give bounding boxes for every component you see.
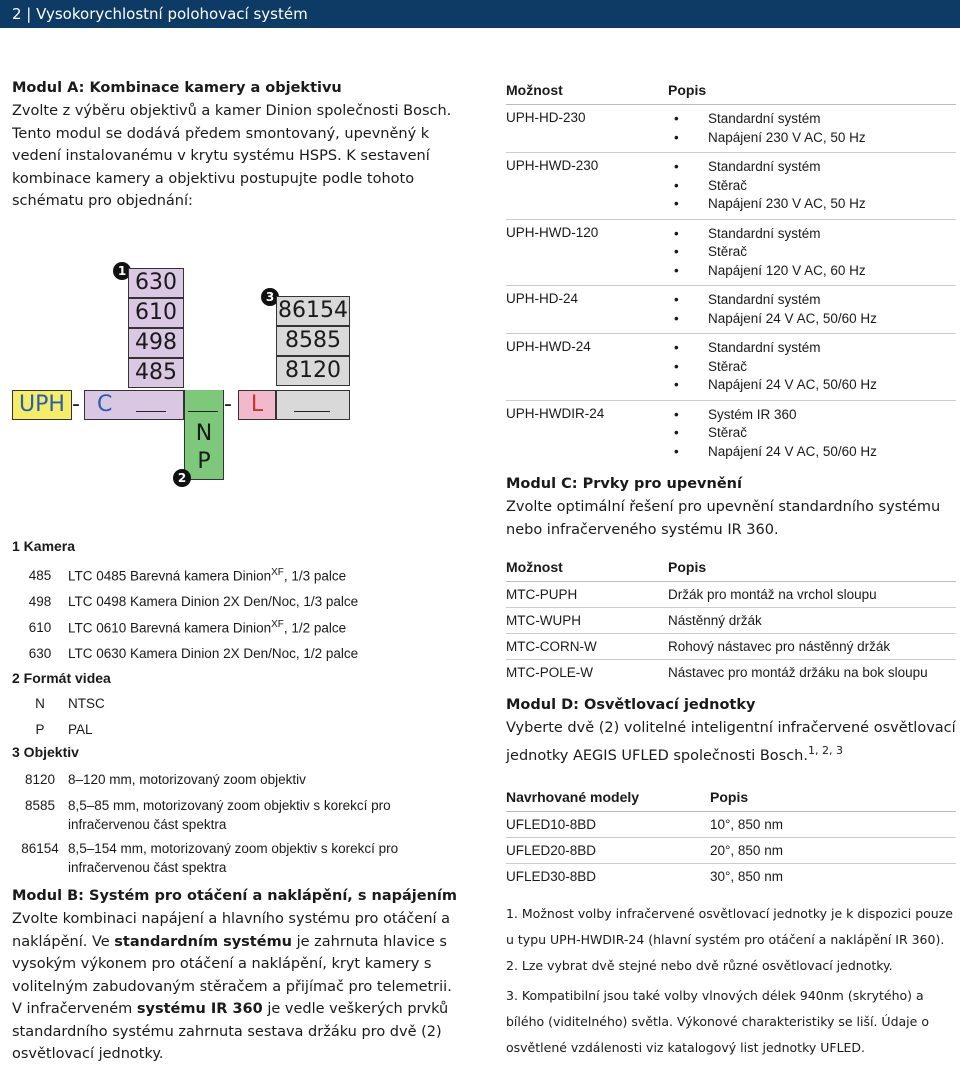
legend-format-heading: 2 Formát videa [12,670,111,686]
table-row [506,334,956,401]
option-desc [668,334,956,401]
code-l: L [238,390,276,420]
legend-code: 8585 [24,798,56,813]
bullet-item: • Systém IR 360 [668,406,956,425]
right-column [506,80,956,1061]
camera-code-610: 610 [128,298,184,328]
table-header [506,80,956,105]
badge-3: 3 [261,288,279,306]
options-table-c [506,557,956,685]
legend-row [12,690,462,716]
module-d-sup: 1, 2, 3 [807,743,843,757]
legend-row [12,839,462,877]
option-desc: Rohový nástavec pro nástěnný držák [668,634,956,660]
lens-code-8120: 8120 [276,356,350,386]
bullet-item: • Stěrač [668,243,956,262]
badge-1: 1 [113,262,131,280]
bullet-item: • Napájení 24 V AC, 50/60 Hz [668,443,956,462]
model-code: UFLED30-8BD [506,868,597,884]
legend-desc-text: LTC 0485 Barevná kamera Dinion [68,568,272,584]
option-desc [668,105,956,153]
code-uph: UPH [12,390,72,420]
camera-code-498: 498 [128,328,184,358]
option-desc: Nástavec pro montáž držáku na bok sloupu [668,665,928,680]
legend-desc: 8,5–154 mm, motorizovaný zoom objektiv s korekcí pro infračervenou část spektra [68,841,399,875]
table-row [506,837,956,863]
camera-blank [136,411,166,412]
header-title: 2 | Vysokorychlostní polohovací systém [12,5,308,23]
legend-code: 610 [28,619,52,635]
lens-code-86154: 86154 [276,296,350,326]
legend-code: 498 [28,593,52,609]
legend-sup: XF [271,566,284,578]
bullet-item: • Stěrač [668,177,956,196]
table-header-desc: Popis [710,787,956,812]
code-dash-2: - [224,392,232,417]
table-header-desc: Popis [668,80,956,105]
bullet-item: • Napájení 24 V AC, 50/60 Hz [668,376,956,395]
module-b-text [12,908,457,1066]
code-c: C [97,392,113,417]
table-row [506,863,956,889]
bullet-item: • Napájení 24 V AC, 50/60 Hz [668,310,956,329]
option-code: MTC-PUPH [506,582,668,608]
module-b-bold-1: standardním systému [114,933,293,950]
module-b-bold-2: systému IR 360 [136,1001,263,1017]
module-b-heading: Modul B: Systém pro otáčení a naklápění, s napájením [12,888,458,904]
option-code: UPH-HD-24 [506,286,668,334]
legend-desc [68,619,462,636]
option-code: UPH-HWD-24 [506,334,668,401]
option-code: MTC-CORN-W [506,634,668,660]
module-d-heading: Modul D: Osvětlovací jednotky [506,697,756,713]
bullet-item: • Napájení 230 V AC, 50 Hz [668,129,956,148]
table-row [506,286,956,334]
legend-desc-text: LTC 0610 Barevná kamera Dinion [68,620,272,636]
table-header-option: Možnost [506,80,668,105]
format-n: N [195,421,213,446]
module-a [12,78,452,213]
option-code: UPH-HWDIR-24 [506,405,605,421]
code-lens-field [276,390,350,420]
table-header [506,557,956,582]
legend-code: 86154 [21,841,59,856]
option-code: UPH-HWD-120 [506,219,668,286]
module-a-text: Zvolte z výběru objektivů a kamer Dinion společnosti Bosch. Tento modul se dodává předem smontovaný, upevněný k vedení instalovanému v krytu systému HSPS. K sestavení kombinace kamery a objektivu postupujte podle tohoto schématu pro objednání: [12,103,452,209]
module-b-text-3: je vedle veškerých prvků standardního systému zahrnuta sestava držáku pro dvě (2) osvětlovací jednotky. [12,1001,449,1062]
footnote-2: 2. Lze vybrat dvě stejné nebo dvě různé osvětlovací jednotky. [506,957,893,973]
option-code: UPH-HD-230 [506,105,668,153]
bullet-item: • Standardní systém [668,158,956,177]
legend-desc-tail: , 1/3 palce [283,568,347,584]
legend-row [12,716,462,742]
legend-desc: PAL [68,721,93,737]
legend-row [12,796,462,834]
legend-desc: LTC 0498 Kamera Dinion 2X Den/Noc, 1/3 palce [68,593,359,609]
module-b [12,886,457,1066]
option-desc: Nástěnný držák [668,608,956,634]
legend-code: N [35,695,45,711]
option-code: MTC-POLE-W [506,665,593,680]
bullet-item: • Standardní systém [668,291,956,310]
format-blank [188,411,218,412]
bullet-item: • Stěrač [668,358,956,377]
table-row [506,219,956,286]
legend-desc: NTSC [68,695,105,711]
bullet-item: • Napájení 230 V AC, 50 Hz [668,195,956,214]
options-table-b [506,80,956,466]
table-row [506,105,956,153]
model-desc: 30°, 850 nm [710,868,783,884]
footnotes [506,901,956,1061]
bullet-item: • Napájení 120 V AC, 60 Hz [668,262,956,281]
legend-row [12,562,462,588]
ordering-diagram [12,258,452,488]
legend-code: 485 [28,567,52,583]
camera-code-630: 630 [128,268,184,298]
legend-code: 8120 [24,772,56,787]
legend-code: 630 [28,645,52,661]
table-row [506,660,956,686]
bullet-item: • Standardní systém [668,339,956,358]
lens-code-8585: 8585 [276,326,350,356]
bullet-item: • Stěrač [668,424,956,443]
table-header-option: Možnost [506,557,668,582]
option-desc [668,219,956,286]
option-code: UPH-HWD-230 [506,153,668,220]
option-desc [668,153,956,220]
footnote-1: 1. Možnost volby infračervené osvětlovací jednotky je k dispozici pouze u typu UPH-HWDIR-24 (hlavní systém pro otáčení a naklápění IR 360). [506,905,953,947]
bullet-item: • Standardní systém [668,110,956,129]
table-row [506,582,956,608]
legend-row [12,640,462,666]
module-b-text-2: je zahrnuta hlavice s vysokým výkonem pro otáčení a naklápění, kryt kamery s volitelným zabudovaným stěračem a přijímač pro telemetrii. V infračerveném [12,933,452,1017]
table-header-desc: Popis [668,557,956,582]
table-header [506,787,956,812]
lens-blank [294,411,330,412]
code-camera-field [84,390,184,420]
module-d-text [506,717,956,767]
table-row [506,634,956,660]
option-desc [668,400,956,466]
legend-desc: 8–120 mm, motorizovaný zoom objektiv [68,772,306,787]
format-p: P [197,449,211,474]
legend-row [12,614,462,640]
table-header-model: Navrhované modely [506,787,710,812]
legend-desc: 8,5–85 mm, motorizovaný zoom objektiv s korekcí pro infračervenou část spektra [68,798,391,832]
module-d-text-body: Vyberte dvě (2) volitelné inteligentní infračervené osvětlovací jednotky AEGIS UFLED společnosti Bosch. [506,720,956,764]
model-code: UFLED20-8BD [506,837,710,863]
module-a-heading: Modul A: Kombinace kamery a objektivu [12,80,342,96]
legend-desc-tail: , 1/2 palce [283,620,347,636]
model-code: UFLED10-8BD [506,811,710,837]
code-dash-1: - [72,392,80,417]
model-desc: 10°, 850 nm [710,811,956,837]
legend-sup: XF [271,618,284,630]
option-desc: Držák pro montáž na vrchol sloupu [668,582,956,608]
legend-desc [68,567,462,584]
code-format-field [184,390,224,480]
page-header [0,0,960,28]
module-c [506,474,956,541]
legend-row [12,588,462,614]
legend-desc: LTC 0630 Kamera Dinion 2X Den/Noc, 1/2 palce [68,645,359,661]
legend [12,536,462,877]
option-desc [668,286,956,334]
module-c-text: Zvolte optimální řešení pro upevnění standardního systému nebo infračerveného systému IR 360. [506,499,941,538]
legend-code: P [35,721,45,737]
legend-camera-heading: 1 Kamera [12,538,76,554]
model-desc: 20°, 850 nm [710,837,956,863]
module-b-text-1: Zvolte kombinaci napájení a hlavního systému pro otáčení a naklápění. Ve [12,911,451,950]
models-table-d [506,787,956,889]
option-code: MTC-WUPH [506,608,668,634]
table-row [506,153,956,220]
table-row [506,400,956,466]
module-d [506,695,956,767]
badge-2: 2 [173,469,191,487]
table-row [506,811,956,837]
footnote-3: 3. Kompatibilní jsou také volby vlnových délek 940nm (skrytého) a bílého (viditelného) světla. Výkonové charakteristiky se liší. Údaje o osvětlené vzdálenosti viz katalogový list jednotky UFLED. [506,987,929,1055]
legend-lens-heading: 3 Objektiv [12,744,79,760]
bullet-item: • Standardní systém [668,225,956,244]
legend-row [12,770,462,789]
table-row [506,608,956,634]
module-c-heading: Modul C: Prvky pro upevnění [506,476,742,492]
camera-code-485: 485 [128,358,184,388]
